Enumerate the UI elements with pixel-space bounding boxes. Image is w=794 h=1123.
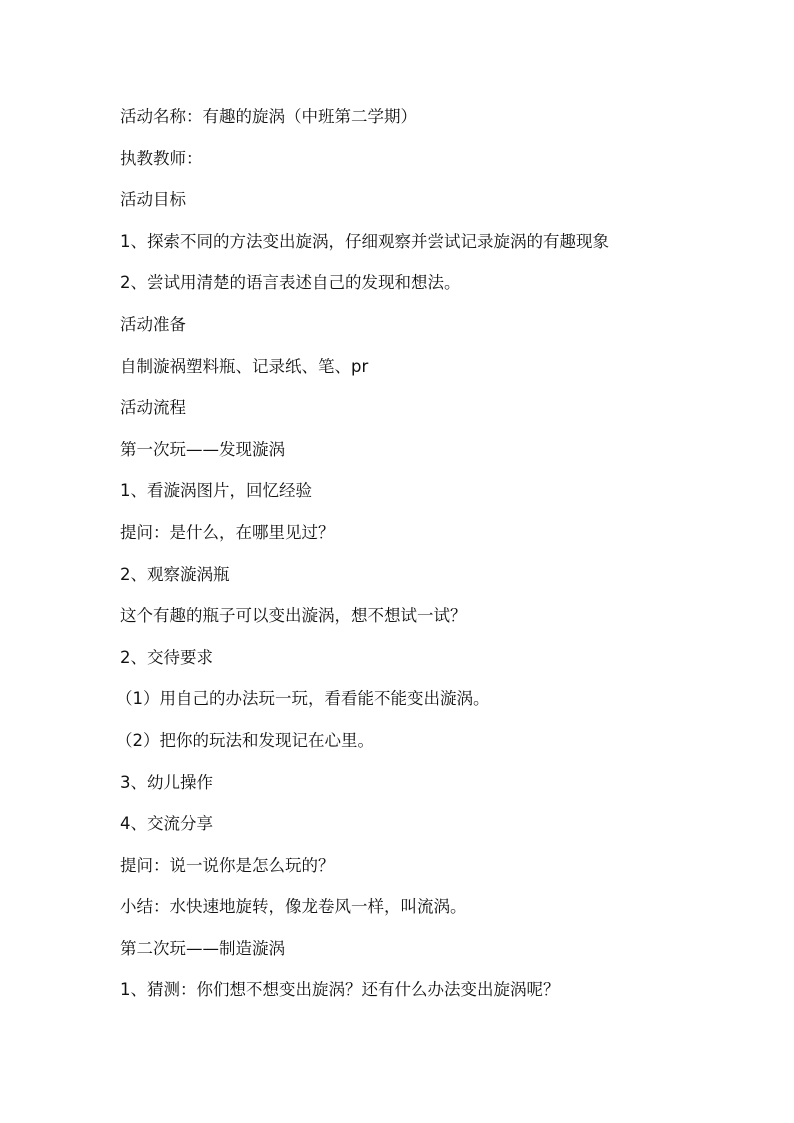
- step-line: 1、看漩涡图片，回忆经验: [120, 481, 312, 501]
- teacher-line: 执教教师：: [120, 148, 203, 168]
- question-line: 提问：是什么，在哪里见过？: [120, 522, 335, 542]
- requirement-item-1: （1）用自己的办法玩一玩，看看能不能变出漩涡。: [116, 689, 490, 709]
- section-heading-goals: 活动目标: [120, 190, 186, 210]
- step-line: 2、交待要求: [120, 647, 213, 667]
- requirement-item-2: （2）把你的玩法和发现记在心里。: [116, 730, 374, 750]
- round-heading-1: 第一次玩——发现漩涡: [120, 439, 285, 459]
- summary-line: 小结：水快速地旋转，像龙卷风一样，叫流涡。: [120, 897, 467, 917]
- section-heading-preparation: 活动准备: [120, 314, 186, 334]
- step-line: 2、观察漩涡瓶: [120, 564, 230, 584]
- document-body: [116, 103, 720, 1018]
- step-line: 1、猜测：你们想不想变出旋涡？还有什么办法变出旋涡呢？: [120, 980, 560, 1000]
- goal-item-2: 2、尝试用清楚的语言表述自己的发现和想法。: [120, 273, 461, 293]
- activity-name: 活动名称：有趣的旋涡（中班第二学期）: [120, 107, 417, 126]
- round-heading-2: 第二次玩——制造漩涡: [120, 938, 285, 958]
- paragraph-line: 这个有趣的瓶子可以变出漩涡，想不想试一试？: [120, 606, 467, 626]
- section-heading-process: 活动流程: [120, 398, 186, 418]
- preparation-text: 自制漩祸塑料瓶、记录纸、笔、pr: [120, 356, 369, 376]
- goal-item-1: 1、探索不同的方法变出旋涡，仔细观察并尝试记录旋涡的有趣现象: [120, 231, 609, 251]
- step-line: 4、交流分享: [120, 814, 213, 834]
- question-line: 提问：说一说你是怎么玩的？: [120, 855, 335, 875]
- step-line: 3、幼儿操作: [120, 772, 213, 792]
